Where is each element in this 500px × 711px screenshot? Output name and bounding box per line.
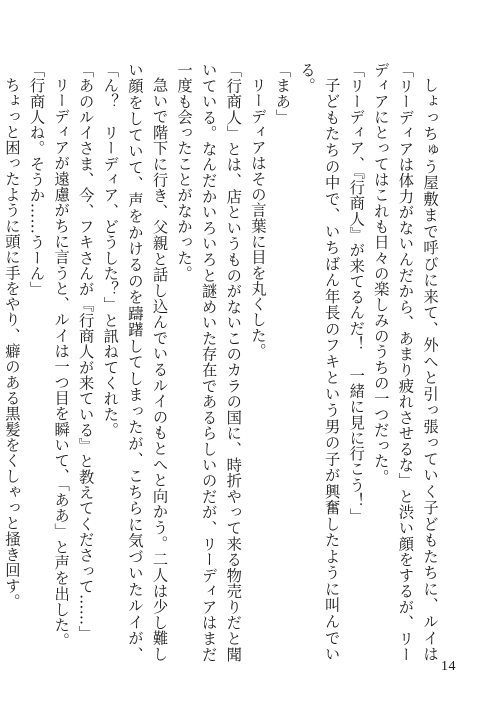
paragraph: しょっちゅう屋敷まで呼びに来て、外へと引っ張っていく子どもたちに、ルイは「リーディアは体力がないんだから、あまり疲れさせるな」と渋い顔をするが、リーディアにとってはこれも日々の楽しみのうちの一つだった。 [371, 62, 439, 662]
paragraph: 「まあ」 [273, 62, 292, 125]
paragraph: リーディアが遠慮がちに言うと、ルイは一つ目を瞬いて、「ああ」と声を出した。 [52, 77, 71, 649]
page-number: 14 [441, 659, 456, 674]
paragraph: ちょっと困ったように頭に手をやり、癖のある黒髪をくしゃっと掻き回す。 [2, 77, 21, 610]
paragraph: 「リーディア、『行商人』が来てるんだ！ 一緒に見に行こう！」 [347, 62, 366, 524]
paragraph: 「行商人」とは、店というものがないこのカラの国に、時折やって来る物売りだと聞いている。なんだかいろいろと謎めいた存在であるらしいのだが、リーディアはまだ一度も会ったことがなかった。 [175, 62, 243, 662]
paragraph: 「行商人ね。そうか……うーん」 [27, 62, 46, 297]
paragraph: リーディアはその言葉に目を丸くした。 [248, 77, 267, 359]
paragraph: 急いで階下に行き、父親と話し込んでいるルイのもとへと向かう。二人は少し難しい顔をしていて、声をかけるのを躊躇してしまったが、こちらに気づいたルイが、「ん？ リーディア、どうした？」と訊ねてくれた。 [101, 62, 169, 662]
paragraph: 子どもたちの中で、いちばん年長のフキという男の子が興奮したように叫んでいる。 [298, 62, 341, 662]
paragraph: 「あのルイさま、今、フキさんが『行商人が来ている』と教えてくださって……」 [76, 62, 95, 642]
vertical-text-body [2, 62, 442, 662]
